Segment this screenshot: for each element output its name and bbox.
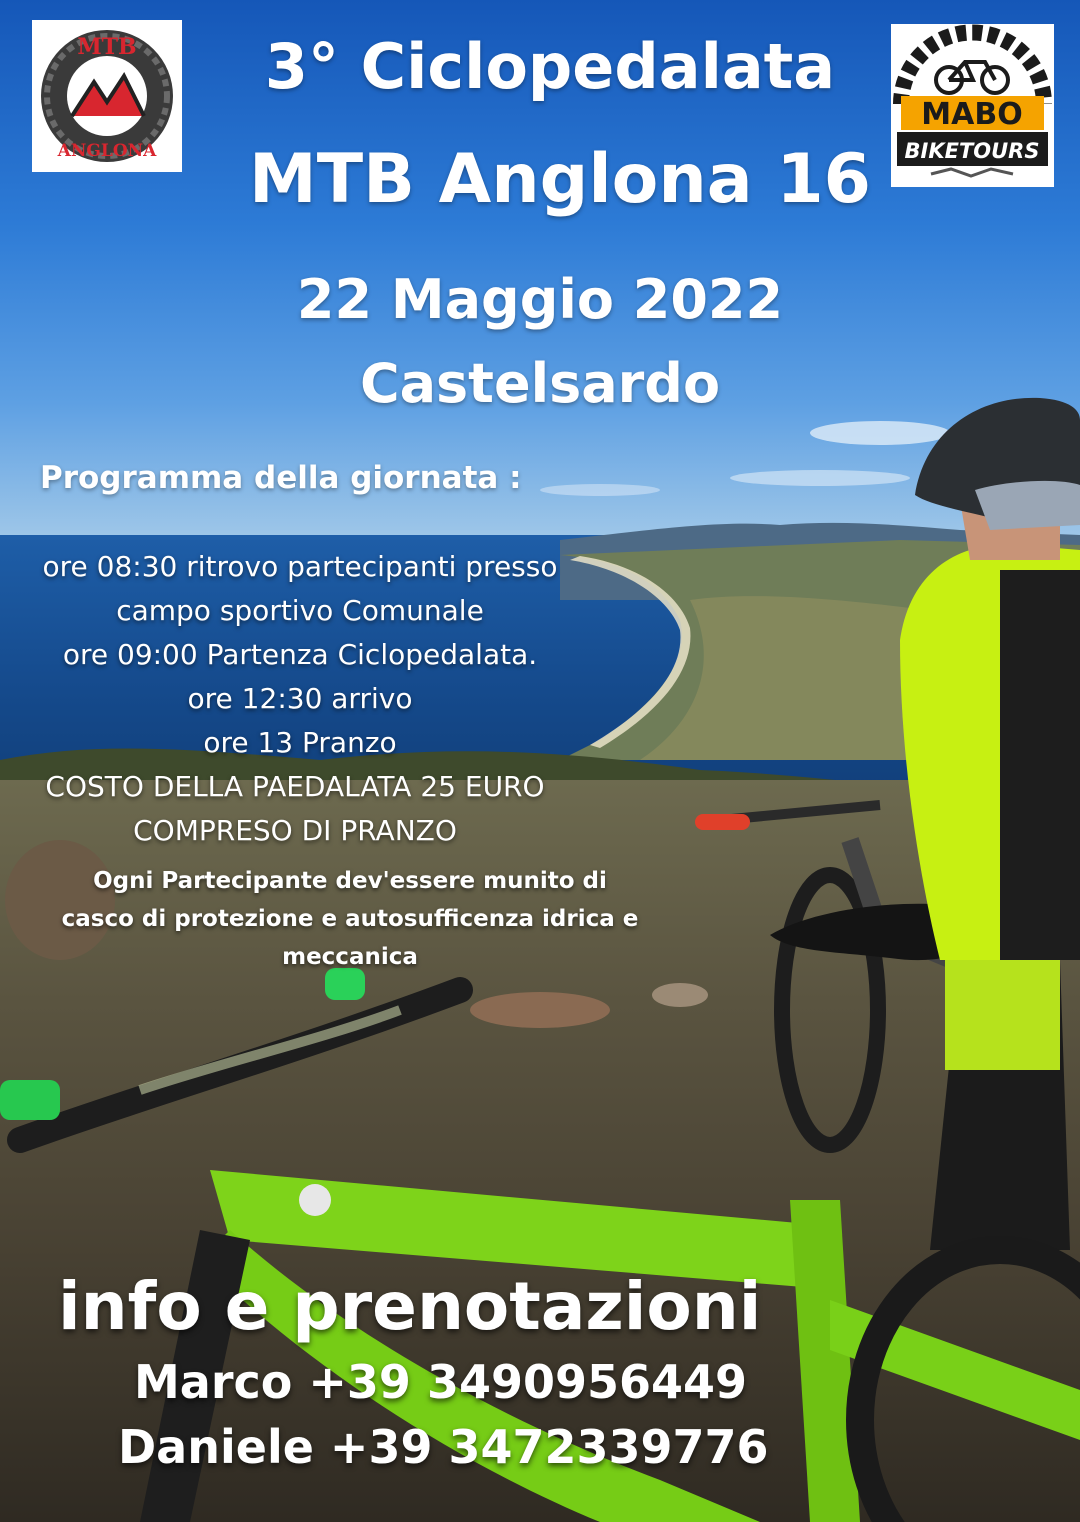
program-line: ore 09:00 Partenza Ciclopedalata.	[62, 638, 538, 671]
logo-mtb-label: MTB	[77, 34, 137, 60]
event-title-line1: 3° Ciclopedalata	[264, 30, 836, 103]
grip	[0, 1080, 60, 1120]
backpack-strap	[1000, 570, 1080, 960]
requirements-note-line: casco di protezione e autosufficenza idrica e	[61, 906, 639, 932]
event-date: 22 Maggio 2022	[296, 268, 784, 331]
price-line: COMPRESO DI PRANZO	[133, 814, 457, 847]
bandana	[975, 481, 1080, 530]
contact-daniele: Daniele +39 3472339776	[118, 1420, 769, 1474]
grip	[695, 814, 750, 830]
rock	[470, 992, 610, 1028]
logo-mabo-label: MABO	[921, 97, 1023, 132]
logo-biketours-label: BIKETOURS	[904, 139, 1040, 163]
program-line: campo sportivo Comunale	[116, 594, 484, 627]
logo-anglona-label: ANGLONA	[57, 141, 157, 161]
contact-marco: Marco +39 3490956449	[134, 1355, 748, 1409]
program-line: ore 08:30 ritrovo partecipanti presso	[42, 550, 558, 583]
event-location: Castelsardo	[359, 352, 721, 415]
program-heading: Programma della giornata :	[40, 460, 522, 496]
bike-bell	[325, 968, 365, 1000]
rock	[652, 983, 708, 1007]
rider	[900, 398, 1080, 1250]
frame-sticker	[299, 1184, 331, 1216]
bike-seat-tube	[790, 1200, 860, 1522]
program-line: ore 13 Pranzo	[203, 726, 397, 759]
handlebar-highlight	[140, 1010, 400, 1090]
rock	[5, 840, 115, 960]
event-title-line2: MTB Anglona 16	[249, 140, 871, 219]
info-heading: info e prenotazioni	[58, 1268, 762, 1345]
requirements-note-line: meccanica	[282, 944, 418, 970]
price-line: COSTO DELLA PAEDALATA 25 EURO	[45, 770, 545, 803]
program-line: ore 12:30 arrivo	[187, 682, 413, 715]
requirements-note-line: Ogni Partecipante dev'essere munito di	[93, 868, 607, 894]
